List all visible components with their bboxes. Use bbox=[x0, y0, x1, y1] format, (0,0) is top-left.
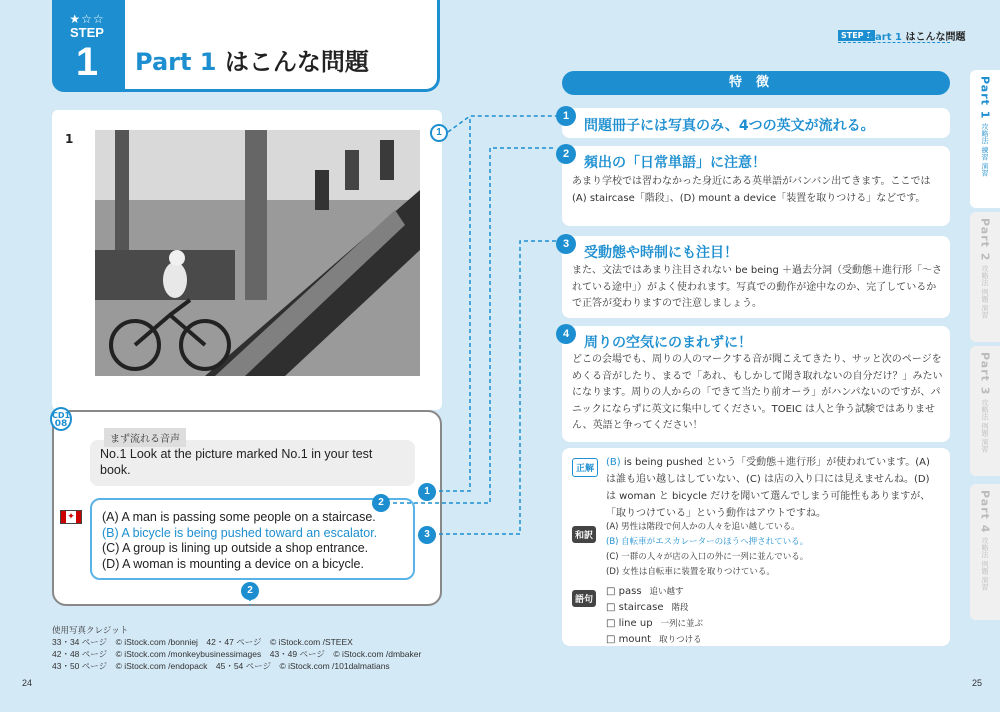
translation-c: (C) 一群の人々が店の入口の外に一列に並んでいる。 bbox=[606, 552, 809, 562]
vocab-item bbox=[606, 600, 703, 616]
header-part: Part 1 bbox=[868, 32, 902, 43]
feature-card-4 bbox=[562, 326, 950, 442]
page-number-left: 24 bbox=[22, 678, 33, 688]
marker-2-mounting: 2 bbox=[241, 582, 259, 600]
vocab-jp: 一列に並ぶ bbox=[660, 619, 704, 629]
vocab-en: □ mount bbox=[606, 634, 652, 645]
tab-part-3[interactable] bbox=[970, 346, 1000, 476]
canada-flag-icon: ✦ bbox=[60, 510, 82, 524]
translation-list bbox=[606, 520, 942, 580]
first-audio-label: まず流れる音声 bbox=[104, 428, 186, 447]
feature-number: 2 bbox=[556, 144, 576, 164]
answer-choice: (B) bbox=[606, 457, 621, 468]
translation-a: (A) 男性は階段で何人かの人々を追い越している。 bbox=[606, 522, 800, 532]
credit-line: 33・34 ページ © iStock.com /bonniej 42・47 ページ © iStock.com /STEEX bbox=[52, 637, 353, 647]
header-title-jp: はこんな問題 bbox=[905, 32, 966, 43]
header-divider bbox=[838, 42, 950, 43]
feature-number: 4 bbox=[556, 324, 576, 344]
marker-3-pushed: 3 bbox=[418, 526, 436, 544]
page-title-jp: はこんな問題 bbox=[224, 48, 369, 76]
feature-heading: 問題冊子には写真のみ、4つの英文が流れる。 bbox=[584, 118, 875, 134]
cd-track: 08 bbox=[54, 419, 68, 429]
marker-2-staircase: 2 bbox=[372, 494, 390, 512]
vocab-en: □ staircase bbox=[606, 602, 664, 613]
answer-explanation bbox=[606, 454, 942, 522]
translation-b: (B) 自転車がエスカレーターのほうへ押されている。 bbox=[606, 537, 809, 547]
tab-part-2[interactable] bbox=[970, 212, 1000, 342]
vocab-jp: 取りつける bbox=[659, 635, 702, 645]
tab-label: Part 1 bbox=[978, 76, 992, 120]
tab-sub: 攻略法 例題 演習 bbox=[981, 537, 989, 591]
vocab-jp: 追い越す bbox=[649, 587, 684, 597]
difficulty-stars: ★☆☆ bbox=[69, 12, 105, 26]
tab-sub: 攻略法 例題 演習 bbox=[981, 265, 989, 319]
feature-heading: 受動態や時制にも注目！ bbox=[584, 245, 738, 261]
tab-label: Part 3 bbox=[978, 352, 992, 396]
vocab-item bbox=[606, 616, 703, 632]
header-title bbox=[868, 28, 965, 43]
answer-tag: 正解 bbox=[572, 458, 598, 477]
tab-sub: 攻略法 練習 演習 bbox=[981, 123, 989, 177]
features-title: 特徴 bbox=[562, 71, 950, 95]
feature-heading: 頻出の「日常単語」に注意！ bbox=[584, 155, 766, 171]
vocab-list bbox=[606, 584, 703, 648]
feature-body: また、文法ではあまり注目されない be being ＋過去分詞（受動態＋進行形「〜されている途中」）がよく使われます。写真での動作が途中なのか、完了しているかで正答が変わりますので注意しましょう。 bbox=[572, 265, 942, 309]
feature-heading: 周りの空気にのまれずに！ bbox=[584, 335, 752, 351]
tab-sub: 攻略法 例題 演習 bbox=[981, 399, 989, 453]
feature-body: どこの会場でも、周りの人のマークする音が聞こえてきたり、サッと次のページをめくる音がしたり、まるで「あれ、もしかして聞き取れないの自分だけ？」みたいになります。周りの人からの「できて当たり前オーラ」がハンパないのですが、パニックにならずに英文に集中してください。TOEIC は人と争う試験ではありません、英語と争ってください！ bbox=[572, 354, 943, 431]
translation-tag: 和訳 bbox=[572, 526, 596, 543]
answer-text: is being pushed という「受動態＋進行形」が使われています。(A) は誰も追い越しはしていない、(C) は店の入り口には見えませんね。(D) は woman と bicycle だけを聞いて選んでしまう可能性もありますが、「取りつけている」という動作はアウトですね。 bbox=[606, 457, 931, 519]
answer-card bbox=[562, 448, 950, 646]
vocab-item bbox=[606, 584, 703, 600]
feature-number: 3 bbox=[556, 234, 576, 254]
vocab-en: □ line up bbox=[606, 618, 653, 629]
tab-part-1[interactable] bbox=[970, 70, 1000, 208]
option-d: (D) A woman is mounting a device on a bicycle. bbox=[102, 556, 364, 571]
photo-number: 1 bbox=[65, 132, 74, 146]
header-step-tag: STEP 1 bbox=[838, 30, 875, 41]
feature-card-1 bbox=[562, 108, 950, 138]
tab-label: Part 2 bbox=[978, 218, 992, 262]
translation-d: (D) 女性は自転車に装置を取りつけている。 bbox=[606, 567, 775, 577]
photo-credits bbox=[52, 624, 421, 672]
feature-number: 1 bbox=[556, 106, 576, 126]
option-a: (A) A man is passing some people on a staircase. bbox=[102, 510, 376, 524]
vocab-item bbox=[606, 632, 703, 648]
vocab-tag: 語句 bbox=[572, 590, 596, 607]
credit-line: 42・48 ページ © iStock.com /monkeybusinessimages 43・49 ページ © iStock.com /dmbaker bbox=[52, 649, 422, 659]
option-c: (C) A group is lining up outside a shop entrance. bbox=[102, 541, 369, 555]
step-number: 1 bbox=[75, 40, 99, 84]
marker-1-question: 1 bbox=[418, 483, 436, 501]
vocab-en: □ pass bbox=[606, 586, 642, 597]
tab-part-4[interactable] bbox=[970, 484, 1000, 620]
feature-body: あまり学校では習わなかった身近にある英単語がバンバン出てきます。ここでは (A) staircase「階段」、(D) mount a device「装置を取りつける」などです。 bbox=[572, 176, 931, 204]
feature-card-3 bbox=[562, 236, 950, 318]
feature-card-2 bbox=[562, 146, 950, 226]
marker-1-photo: 1 bbox=[430, 124, 448, 142]
vocab-jp: 階段 bbox=[671, 603, 689, 613]
page-number-right: 25 bbox=[972, 678, 983, 688]
credit-line: 43・50 ページ © iStock.com /endopack 45・54 ページ © iStock.com /101dalmatians bbox=[52, 661, 390, 671]
credit-line: 使用写真クレジット bbox=[52, 625, 129, 635]
page-title-part: Part 1 bbox=[135, 48, 217, 76]
tab-label: Part 4 bbox=[978, 490, 992, 534]
step-label: STEP bbox=[70, 25, 104, 40]
question-text: No.1 Look at the picture marked No.1 in your test book. bbox=[100, 447, 373, 477]
cd-label: CD1 bbox=[52, 411, 71, 420]
option-b: (B) A bicycle is being pushed toward an escalator. bbox=[102, 525, 378, 540]
